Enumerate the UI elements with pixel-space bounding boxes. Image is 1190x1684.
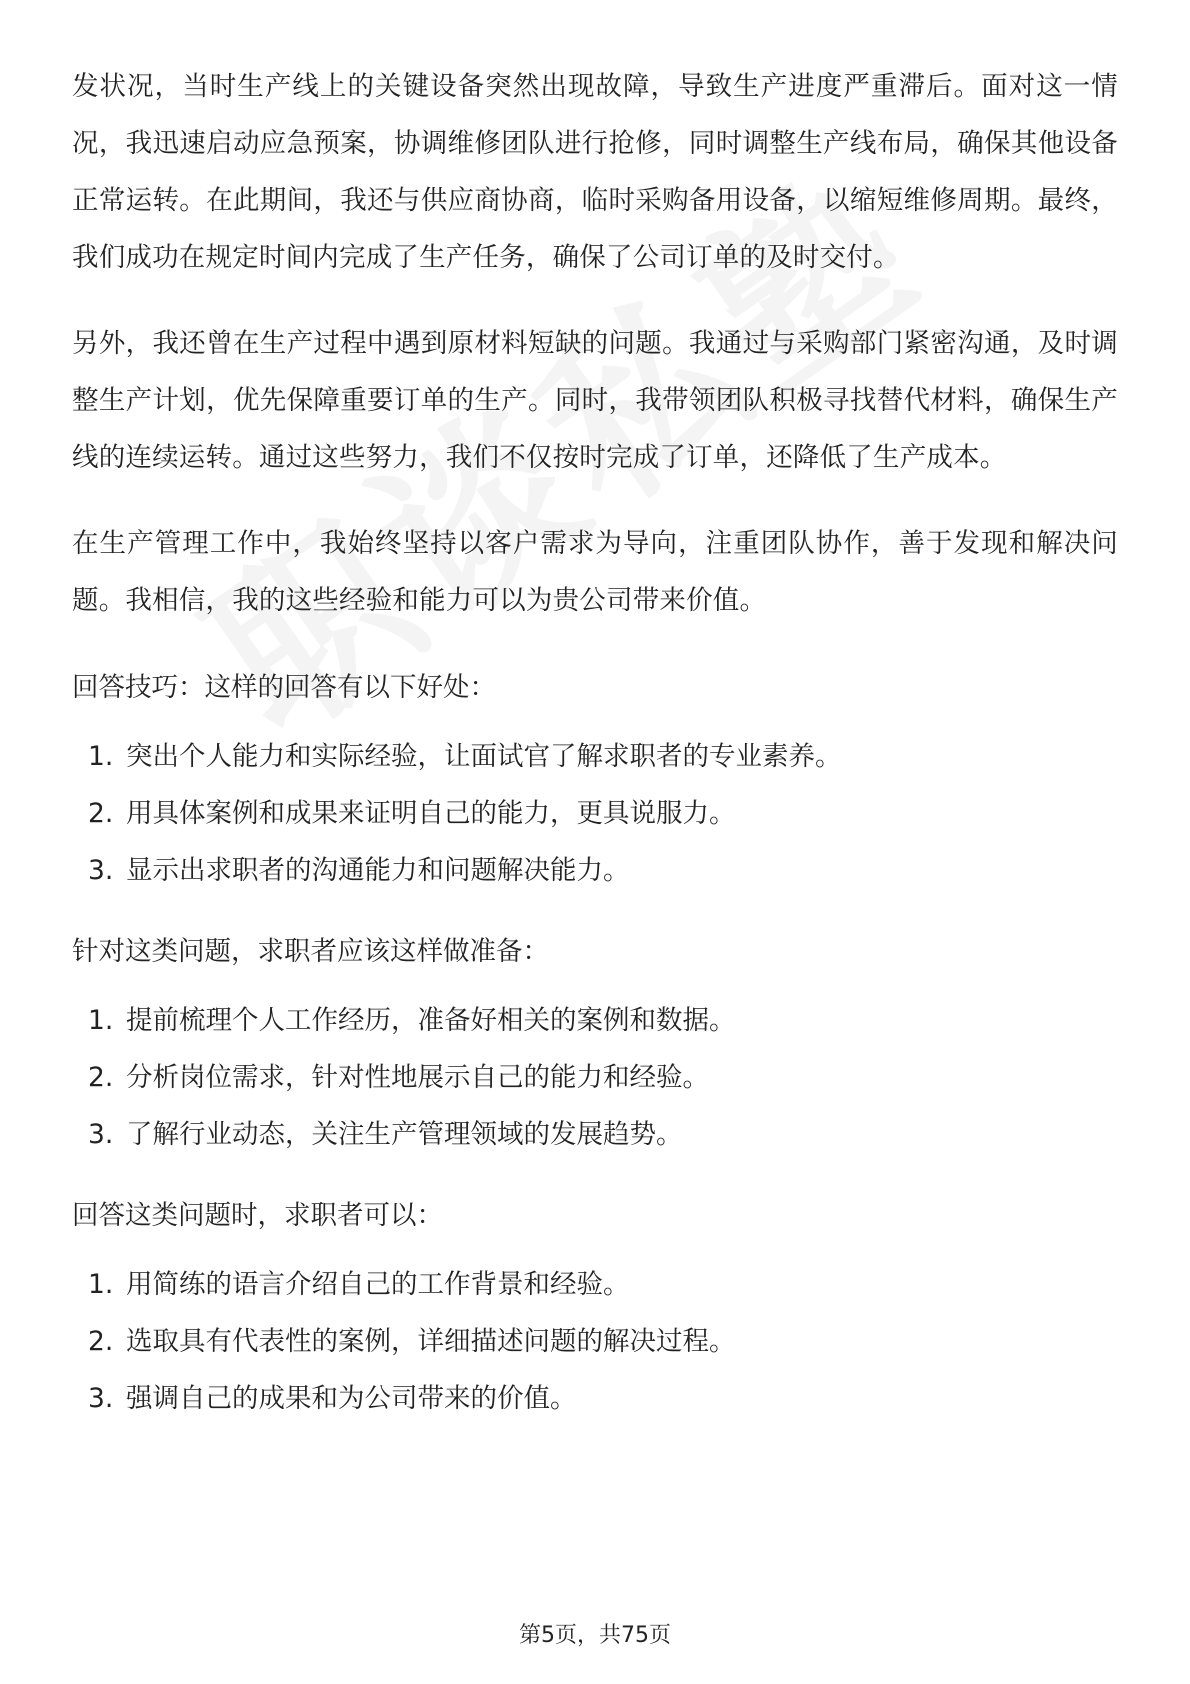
list-number: 1. (88, 1269, 114, 1300)
list-number: 3. (88, 1383, 114, 1414)
list-text: 选取具有代表性的案例，详细描述问题的解决过程。 (126, 1326, 736, 1357)
list-number: 2. (88, 1326, 114, 1357)
list-item (72, 1370, 1118, 1427)
list-text: 显示出求职者的沟通能力和问题解决能力。 (126, 855, 630, 886)
list-text: 分析岗位需求，针对性地展示自己的能力和经验。 (126, 1062, 709, 1093)
list-item (72, 728, 1118, 785)
list-item (72, 1256, 1118, 1313)
document-body (72, 58, 1118, 1451)
section-heading-answer-tips: 回答技巧：这样的回答有以下好处： (72, 672, 496, 703)
section-heading-answering: 回答这类问题时，求职者可以： (72, 1200, 443, 1231)
list-item (72, 842, 1118, 899)
list-number: 2. (88, 798, 114, 829)
list-text: 用具体案例和成果来证明自己的能力，更具说服力。 (126, 798, 736, 829)
list-text: 用简练的语言介绍自己的工作背景和经验。 (126, 1269, 630, 1300)
list-item (72, 785, 1118, 842)
list-text: 突出个人能力和实际经验，让面试官了解求职者的专业素养。 (126, 741, 842, 772)
list-number: 1. (88, 741, 114, 772)
list-number: 2. (88, 1062, 114, 1093)
list-number: 3. (88, 855, 114, 886)
list-number: 3. (88, 1119, 114, 1150)
list-text: 提前梳理个人工作经历，准备好相关的案例和数据。 (126, 1005, 736, 1036)
section-heading-preparation: 针对这类问题，求职者应该这样做准备： (72, 936, 549, 967)
preparation-list (72, 992, 1118, 1163)
list-item (72, 1313, 1118, 1370)
list-number: 1. (88, 1005, 114, 1036)
answer-tips-list (72, 728, 1118, 899)
list-item (72, 992, 1118, 1049)
paragraph-1: 发状况，当时生产线上的关键设备突然出现故障，导致生产进度严重滞后。面对这一情况，我迅速启动应急预案，协调维修团队进行抢修，同时调整生产线布局，确保其他设备正常运转。在此期间，我还与供应商协商，临时采购备用设备，以缩短维修周期。最终，我们成功在规定时间内完成了生产任务，确保了公司订单的及时交付。 (72, 71, 1118, 273)
list-text: 了解行业动态，关注生产管理领域的发展趋势。 (126, 1119, 683, 1150)
page-number-footer: 第5页，共75页 (519, 1623, 671, 1648)
paragraph-3: 在生产管理工作中，我始终坚持以客户需求为导向，注重团队协作，善于发现和解决问题。我相信，我的这些经验和能力可以为贵公司带来价值。 (72, 528, 1118, 616)
paragraph-2: 另外，我还曾在生产过程中遇到原材料短缺的问题。我通过与采购部门紧密沟通，及时调整生产计划，优先保障重要订单的生产。同时，我带领团队积极寻找替代材料，确保生产线的连续运转。通过这些努力，我们不仅按时完成了订单，还降低了生产成本。 (72, 328, 1118, 473)
list-item (72, 1049, 1118, 1106)
list-item (72, 1106, 1118, 1163)
list-text: 强调自己的成果和为公司带来的价值。 (126, 1383, 577, 1414)
answering-list (72, 1256, 1118, 1427)
